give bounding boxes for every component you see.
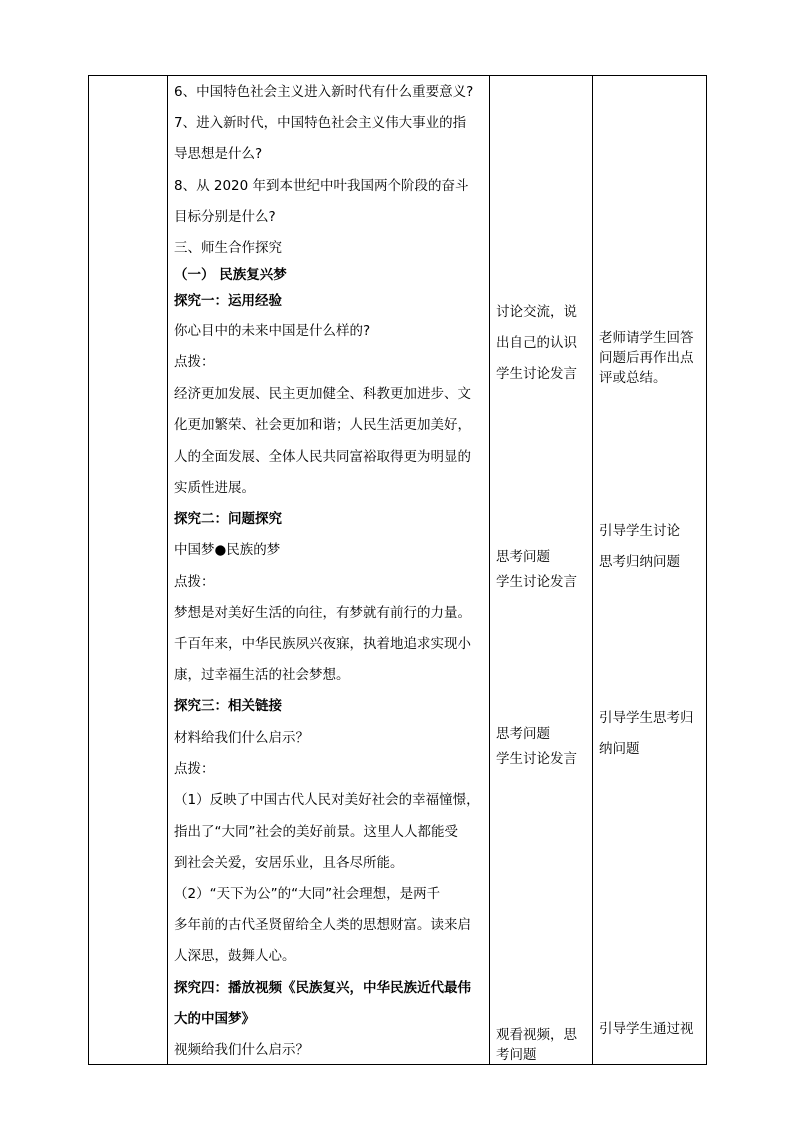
teacher-activity-column xyxy=(599,76,705,1064)
student-activity-column xyxy=(496,76,590,1064)
teacher-activity: 评或总结。 xyxy=(599,370,667,386)
tip-label: 点拨： xyxy=(174,574,215,590)
subsection-heading: （一） 民族复兴梦 xyxy=(174,267,287,283)
exploration-3-answer: 指出了“大同”社会的美好前景。这里人人都能受 xyxy=(174,824,458,840)
exploration-3-title: 探究三：相关链接 xyxy=(174,698,282,714)
exploration-3-answer: （1）反映了中国古代人民对美好社会的幸福憧憬， xyxy=(174,792,480,808)
teacher-activity: 纳问题 xyxy=(599,741,640,757)
exploration-1-title: 探究一：运用经验 xyxy=(174,293,282,309)
tip-label: 点拨： xyxy=(174,761,215,777)
exploration-4-title: 大的中国梦》 xyxy=(174,1011,255,1027)
exploration-4-title: 探究四：播放视频《民族复兴，中华民族近代最伟 xyxy=(174,980,471,996)
exploration-3-answer: 多年前的古代圣贤留给全人类的思想财富。读来启 xyxy=(174,917,471,933)
teacher-activity: 思考归纳问题 xyxy=(599,554,680,570)
teacher-activity: 引导学生通过视 xyxy=(599,1021,694,1037)
teacher-activity: 老师请学生回答 xyxy=(599,330,694,346)
content-column xyxy=(174,76,486,1064)
column-divider xyxy=(489,76,490,1064)
question-8-line2: 目标分别是什么? xyxy=(174,209,276,225)
teacher-activity: 问题后再作出点 xyxy=(599,350,694,366)
exploration-1-answer: 化更加繁荣、社会更加和谐；人民生活更加美好， xyxy=(174,417,471,433)
section-heading: 三、师生合作探究 xyxy=(174,240,282,256)
student-activity: 出自己的认识 xyxy=(496,335,577,351)
student-activity: 观看视频，思 xyxy=(496,1027,577,1043)
column-divider xyxy=(592,76,593,1064)
exploration-3-answer: 到社会关爱，安居乐业，且各尽所能。 xyxy=(174,855,404,871)
question-7-line2: 导思想是什么? xyxy=(174,146,263,162)
lesson-table xyxy=(88,75,707,1065)
student-activity: 考问题 xyxy=(496,1047,537,1063)
exploration-1-question: 你心目中的未来中国是什么样的? xyxy=(174,323,371,339)
column-divider xyxy=(167,76,168,1064)
question-7-line1: 7、进入新时代，中国特色社会主义伟大事业的指 xyxy=(174,115,467,131)
exploration-1-answer: 经济更加发展、民主更加健全、科教更加进步、文 xyxy=(174,386,471,402)
exploration-2-answer: 千百年来，中华民族夙兴夜寐，执着地追求实现小 xyxy=(174,636,471,652)
teacher-activity: 引导学生讨论 xyxy=(599,523,680,539)
tip-label: 点拨： xyxy=(174,354,215,370)
teacher-activity: 引导学生思考归 xyxy=(599,710,694,726)
student-activity: 思考问题 xyxy=(496,726,550,742)
exploration-3-answer: （2）“天下为公”的“大同”社会理想，是两千 xyxy=(174,886,441,902)
student-activity: 学生讨论发言 xyxy=(496,366,577,382)
exploration-3-answer: 人深思，鼓舞人心。 xyxy=(174,948,296,964)
exploration-2-answer: 梦想是对美好生活的向往，有梦就有前行的力量。 xyxy=(174,605,471,621)
exploration-2-title: 探究二：问题探究 xyxy=(174,511,282,527)
exploration-1-answer: 实质性进展。 xyxy=(174,480,255,496)
student-activity: 学生讨论发言 xyxy=(496,574,577,590)
exploration-2-answer: 康，过幸福生活的社会梦想。 xyxy=(174,667,350,683)
student-activity: 思考问题 xyxy=(496,549,550,565)
exploration-2-question: 中国梦●民族的梦 xyxy=(174,542,281,558)
blank-column xyxy=(89,76,167,1064)
exploration-1-answer: 人的全面发展、全体人民共同富裕取得更为明显的 xyxy=(174,449,471,465)
student-activity: 讨论交流，说 xyxy=(496,304,577,320)
question-8-line1: 8、从 2020 年到本世纪中叶我国两个阶段的奋斗 xyxy=(174,178,469,194)
exploration-4-question: 视频给我们什么启示？ xyxy=(174,1042,309,1058)
student-activity: 学生讨论发言 xyxy=(496,751,577,767)
exploration-3-question: 材料给我们什么启示？ xyxy=(174,730,309,746)
question-6: 6、中国特色社会主义进入新时代有什么重要意义? xyxy=(174,84,474,100)
